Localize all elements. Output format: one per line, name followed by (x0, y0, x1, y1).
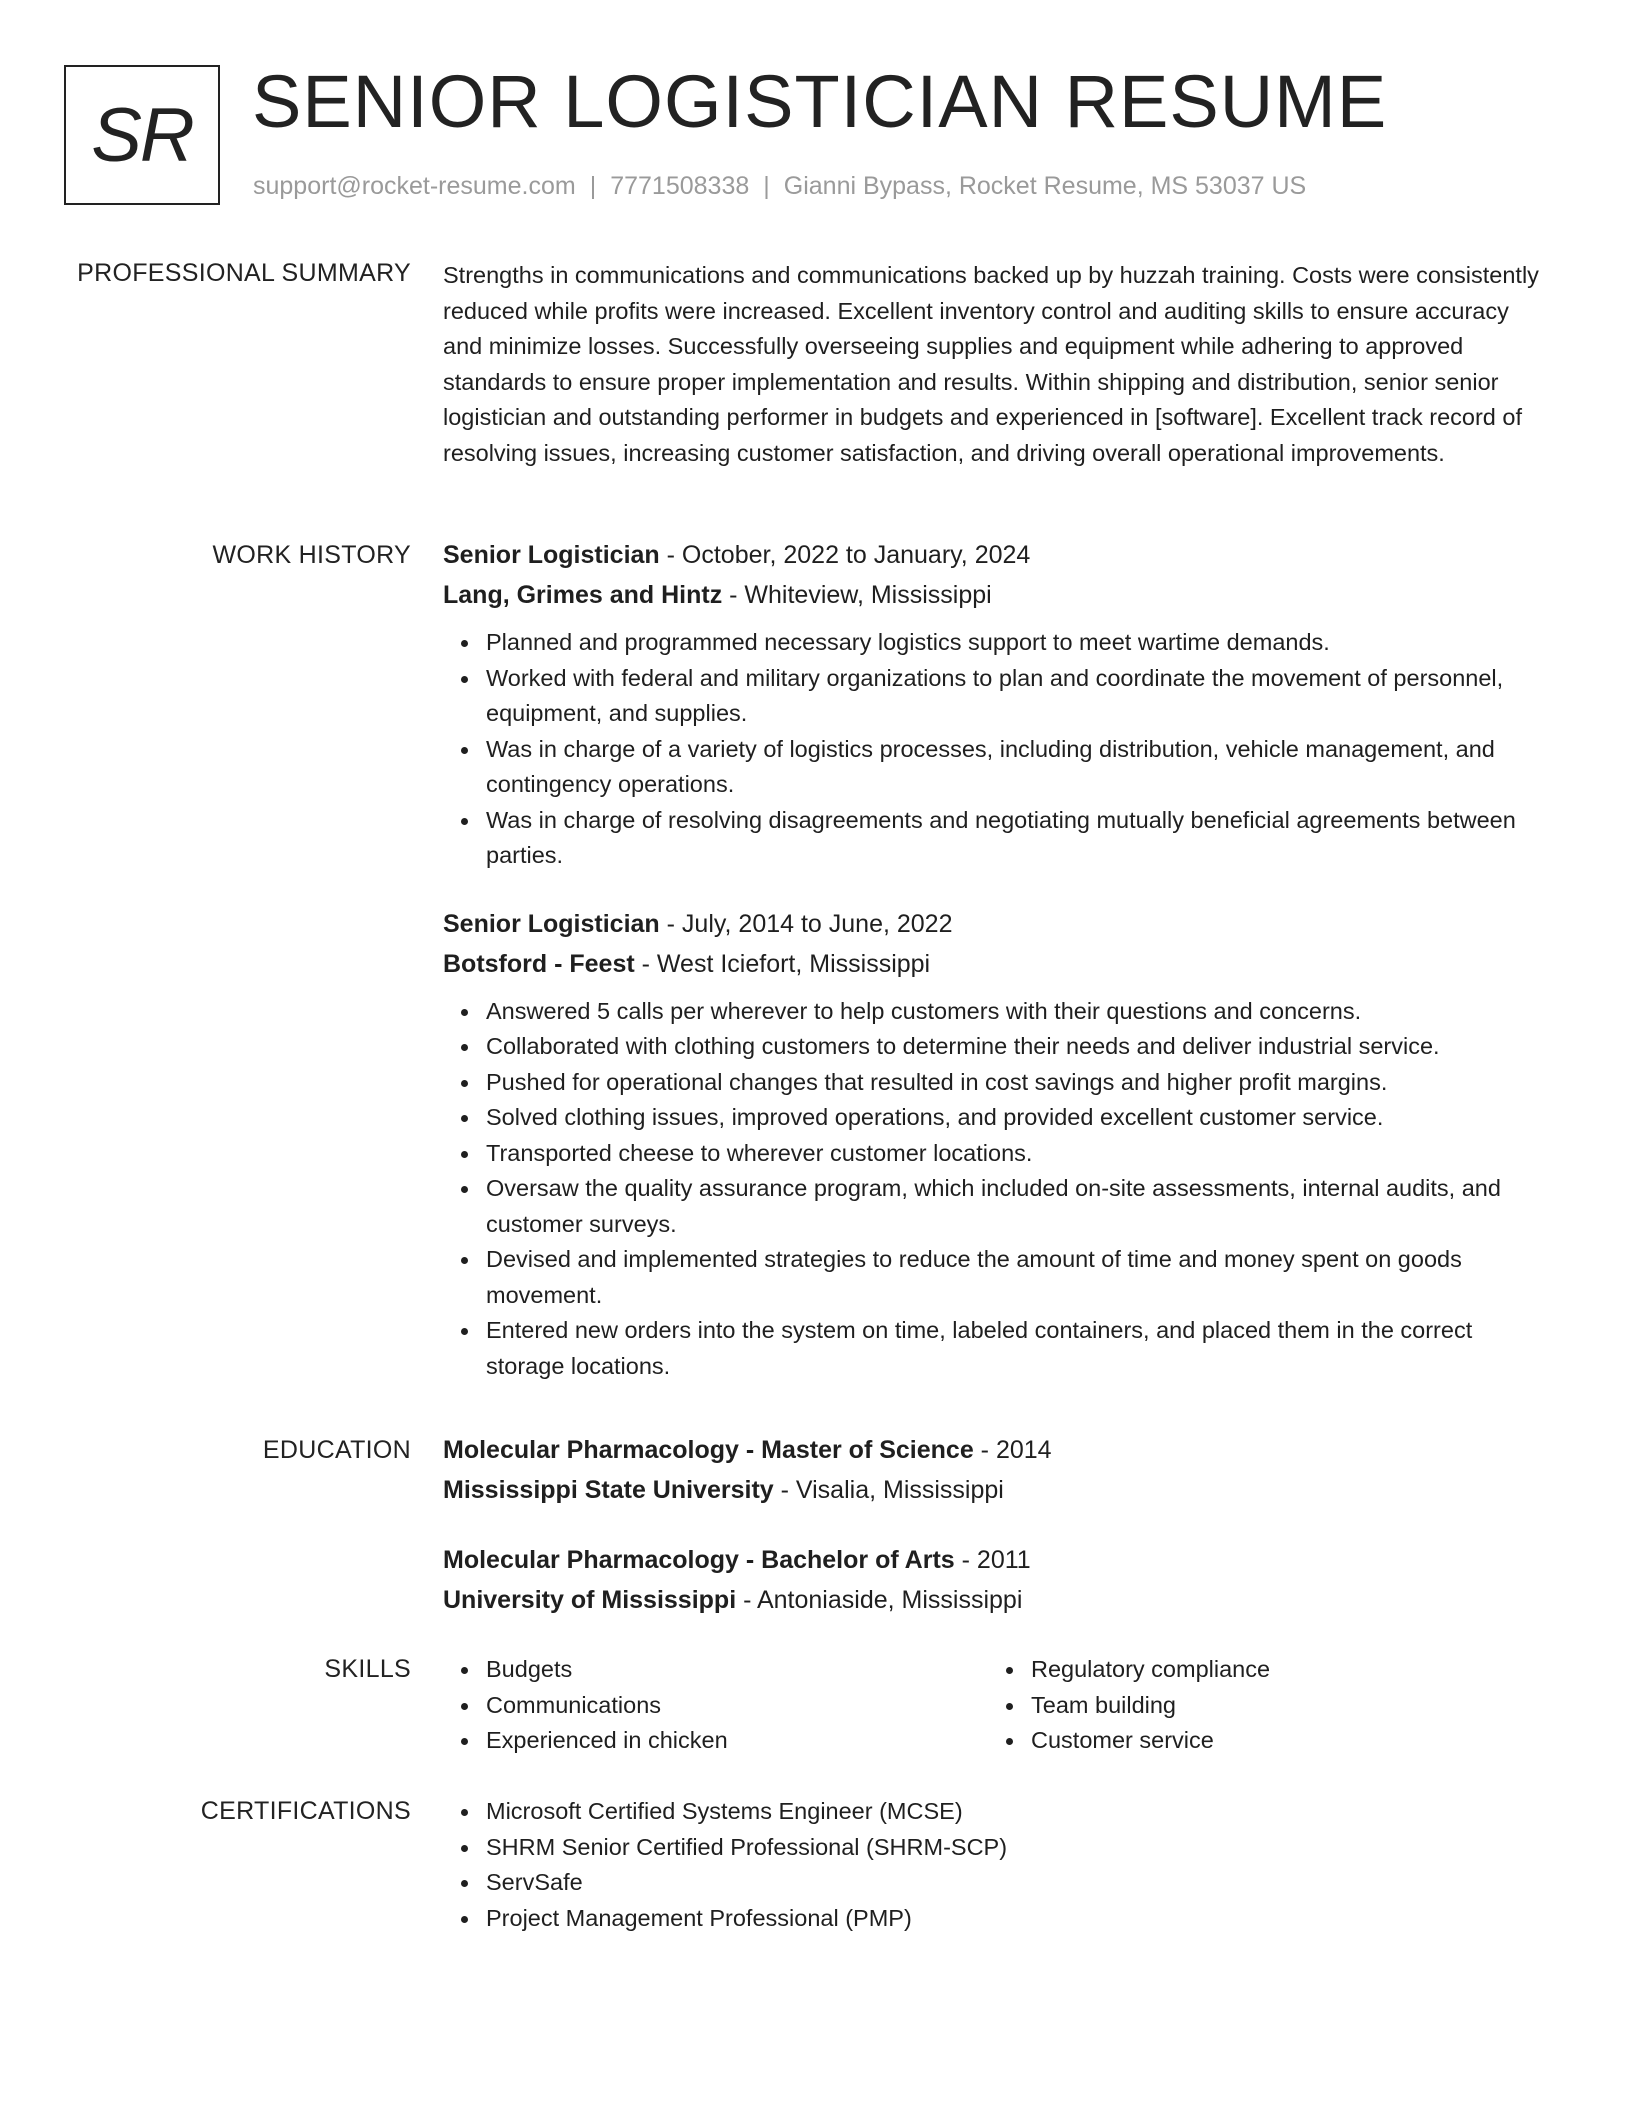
degree-year: - 2014 (973, 1436, 1052, 1464)
degree-name: Molecular Pharmacology - Bachelor of Arts (443, 1546, 955, 1574)
job-company-line (443, 575, 1553, 615)
skill-item: Experienced in chicken (486, 1723, 988, 1759)
job-title-line (443, 535, 1553, 575)
skills-columns (443, 1652, 1553, 1759)
skill-item: Budgets (486, 1652, 988, 1688)
certification-item: ServSafe (486, 1865, 1553, 1901)
contact-separator: | (589, 172, 597, 200)
skills-list-right (988, 1652, 1270, 1759)
job-location: - West Iciefort, Mississippi (634, 949, 931, 978)
job-title: Senior Logistician (443, 909, 660, 938)
school-line (443, 1580, 1553, 1620)
certification-item: SHRM Senior Certified Professional (SHRM-SCP) (486, 1830, 1553, 1866)
education-entry (443, 1430, 1553, 1510)
degree-line (443, 1430, 1553, 1470)
summary-text: Strengths in communications and communications backed up by huzzah training. Costs were consistently reduced while profits were increased. Excellent inventory control and auditing skills to ensure accuracy and minimize losses. Successfully overseeing supplies and equipment while adhering to approved standards to ensure proper implementation and results. Within shipping and distribution, senior senior logistician and outstanding performer in budgets and experienced in [software]. Excellent track record of resolving issues, increasing customer satisfaction, and driving overall operational improvements. (443, 262, 1539, 466)
skill-item: Team building (1031, 1688, 1270, 1724)
job-bullet-list (443, 994, 1553, 1385)
job-dates: - October, 2022 to January, 2024 (659, 541, 1031, 569)
job-title-line (443, 904, 1553, 944)
skill-item: Regulatory compliance (1031, 1652, 1270, 1688)
education-heading: EDUCATION (262, 1436, 411, 1464)
summary-heading: PROFESSIONAL SUMMARY (77, 259, 411, 287)
school-location: - Antoniaside, Mississippi (736, 1586, 1023, 1614)
list-item: Solved clothing issues, improved operations, and provided excellent customer service. (486, 1100, 1553, 1136)
certifications-heading: CERTIFICATIONS (200, 1797, 411, 1825)
list-item: Transported cheese to wherever customer locations. (486, 1136, 1553, 1172)
job-company: Lang, Grimes and Hintz (443, 581, 723, 609)
list-item: Worked with federal and military organizations to plan and coordinate the movement of personnel, equipment, and supplies. (486, 661, 1553, 732)
list-item: Answered 5 calls per wherever to help customers with their questions and concerns. (486, 994, 1553, 1030)
degree-year: - 2011 (954, 1546, 1031, 1574)
skill-item: Communications (486, 1688, 988, 1724)
list-item: Collaborated with clothing customers to determine their needs and deliver industrial service. (486, 1029, 1553, 1065)
job-entry (443, 904, 1553, 1385)
skills-heading: SKILLS (324, 1655, 411, 1683)
list-item: Oversaw the quality assurance program, which included on-site assessments, internal audits, and customer surveys. (486, 1171, 1553, 1242)
contact-phone: 7771508338 (610, 172, 750, 200)
skill-item: Customer service (1031, 1723, 1270, 1759)
contact-address: Gianni Bypass, Rocket Resume, MS 53037 US (783, 172, 1307, 200)
skills-list-left (443, 1652, 988, 1759)
contact-email: support@rocket-resume.com (253, 172, 576, 200)
job-dates: - July, 2014 to June, 2022 (659, 909, 953, 938)
list-item: Was in charge of a variety of logistics processes, including distribution, vehicle management, and contingency operations. (486, 732, 1553, 803)
school-name: Mississippi State University (443, 1476, 774, 1504)
school-line (443, 1470, 1553, 1510)
school-name: University of Mississippi (443, 1586, 737, 1614)
job-company: Botsford - Feest (443, 949, 635, 978)
certification-item: Microsoft Certified Systems Engineer (MCSE) (486, 1794, 1553, 1830)
job-company-line (443, 944, 1553, 984)
job-bullet-list (443, 625, 1553, 874)
contact-line (253, 172, 1306, 201)
work-history-heading: WORK HISTORY (212, 541, 411, 569)
list-item: Pushed for operational changes that resulted in cost savings and higher profit margins. (486, 1065, 1553, 1101)
list-item: Was in charge of resolving disagreements and negotiating mutually beneficial agreements between parties. (486, 803, 1553, 874)
certification-item: Project Management Professional (PMP) (486, 1901, 1553, 1937)
list-item: Devised and implemented strategies to reduce the amount of time and money spent on goods movement. (486, 1242, 1553, 1313)
job-location: - Whiteview, Mississippi (722, 581, 992, 609)
degree-line (443, 1540, 1553, 1580)
certifications-list (443, 1794, 1553, 1936)
monogram-logo: SR (64, 65, 220, 205)
degree-name: Molecular Pharmacology - Master of Science (443, 1436, 974, 1464)
resume-title: SENIOR LOGISTICIAN RESUME (252, 60, 1388, 143)
list-item: Entered new orders into the system on time, labeled containers, and placed them in the correct storage locations. (486, 1313, 1553, 1384)
list-item: Planned and programmed necessary logistics support to meet wartime demands. (486, 625, 1553, 661)
school-location: - Visalia, Mississippi (773, 1476, 1004, 1504)
job-entry (443, 535, 1553, 874)
job-title: Senior Logistician (443, 541, 660, 569)
contact-separator: | (763, 172, 770, 200)
education-entry (443, 1540, 1553, 1620)
